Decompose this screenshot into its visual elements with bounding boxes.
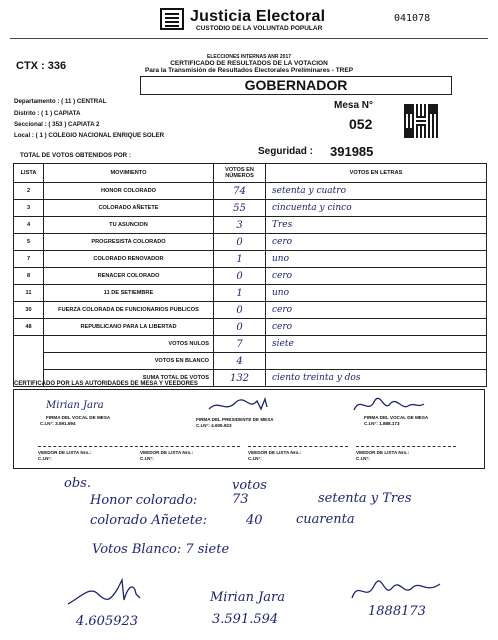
- elections-label: ELECCIONES INTERNAS ANR 2017: [207, 54, 291, 60]
- veedor4-line: [356, 446, 456, 447]
- lista-cell: 11: [14, 285, 44, 302]
- vocal1-ci: C.I.N°: 3.591.594: [40, 421, 76, 426]
- document-number: 041078: [394, 13, 431, 24]
- note-line2-right: cuarenta: [296, 512, 355, 527]
- votos-letras-cell: cincuenta y cinco: [266, 200, 487, 217]
- lista-cell: 2: [14, 183, 44, 200]
- votos-letras-cell: cero: [266, 319, 487, 336]
- lista-cell: 3: [14, 200, 44, 217]
- bottom-sig2-num: 3.591.594: [212, 612, 279, 627]
- header-lista: LISTA: [14, 164, 44, 183]
- movimiento-cell: COLORADO RENOVADOR: [44, 251, 214, 268]
- votos-nulos-label: VOTOS NULOS: [44, 336, 214, 353]
- qr-code-icon: [404, 104, 438, 138]
- presidente-signature-icon: [205, 395, 275, 415]
- header-divider: [10, 38, 488, 39]
- vocal1-role: FIRMA DEL VOCAL DE MESA: [46, 415, 111, 420]
- veedor4-label: VEEDOR DE LISTA Nro.:: [356, 450, 410, 455]
- note-line3: Votos Blanco: 7 siete: [92, 542, 230, 557]
- lista-cell: 7: [14, 251, 44, 268]
- votos-numeros-cell: 1: [214, 251, 266, 268]
- votos-letras-cell: cero: [266, 302, 487, 319]
- table-row: [14, 200, 487, 217]
- table-row: [14, 234, 487, 251]
- note-line1-left: Honor colorado:: [90, 493, 198, 508]
- header-votos-letras: VOTOS EN LETRAS: [266, 164, 487, 183]
- votos-blanco-row: [14, 353, 487, 370]
- veedor3-ci: C.I.N°:: [248, 456, 262, 461]
- movimiento-cell: REPUBLICANO PARA LA LIBERTAD: [44, 319, 214, 336]
- votes-table: [13, 163, 487, 387]
- votos-letras-cell: uno: [266, 285, 487, 302]
- votos-letras-cell: Tres: [266, 217, 487, 234]
- ctx-label: CTX : 336: [16, 60, 67, 72]
- votos-numeros-cell: 0: [214, 234, 266, 251]
- lista-cell: 8: [14, 268, 44, 285]
- table-row: [14, 217, 487, 234]
- bottom-sig1-num: 4.605923: [76, 614, 139, 629]
- bottom-signature1-icon: [64, 576, 154, 610]
- movimiento-cell: HONOR COLORADO: [44, 183, 214, 200]
- mesa-value: 052: [349, 116, 373, 132]
- movimiento-cell: 11 DE SETIEMBRE: [44, 285, 214, 302]
- note-line2-left: colorado Añetete:: [90, 513, 208, 528]
- bottom-sig2-name: Mirian Jara: [210, 590, 286, 605]
- votos-blanco-numeros: 4: [214, 353, 266, 370]
- lista-cell: 48: [14, 319, 44, 336]
- votos-letras-cell: uno: [266, 251, 487, 268]
- veedor3-label: VEEDOR DE LISTA Nro.:: [248, 450, 302, 455]
- table-row: [14, 302, 487, 319]
- table-row: [14, 183, 487, 200]
- table-row: [14, 268, 487, 285]
- lista-cell: 5: [14, 234, 44, 251]
- votos-numeros-cell: 1: [214, 285, 266, 302]
- table-row: [14, 285, 487, 302]
- movimiento-cell: TU ASUNCION: [44, 217, 214, 234]
- votos-numeros-cell: 0: [214, 268, 266, 285]
- vocal2-signature-icon: [350, 394, 430, 416]
- votos-letras-cell: cero: [266, 268, 487, 285]
- total-votos-label: TOTAL DE VOTOS OBTENIDOS POR :: [20, 152, 131, 159]
- votos-letras-cell: cero: [266, 234, 487, 251]
- brand-subtitle: CUSTODIO DE LA VOLUNTAD POPULAR: [196, 25, 323, 32]
- votos-numeros-cell: 0: [214, 319, 266, 336]
- movimiento-cell: RENACER COLORADO: [44, 268, 214, 285]
- votos-nulos-numeros: 7: [214, 336, 266, 353]
- movimiento-cell: COLORADO AÑETETE: [44, 200, 214, 217]
- seguridad-value: 391985: [330, 144, 374, 159]
- veedor3-line: [248, 446, 348, 447]
- votos-nulos-row: [14, 336, 487, 353]
- header-movimiento: MOVIMIENTO: [44, 164, 214, 183]
- veedor2-label: VEEDOR DE LISTA Nro.:: [140, 450, 194, 455]
- seguridad-label: Seguridad :: [258, 146, 314, 157]
- lista-cell: 4: [14, 217, 44, 234]
- spacer: [14, 336, 44, 353]
- votos-letras-cell: setenta y cuatro: [266, 183, 487, 200]
- veedor1-ci: C.I.N°:: [38, 456, 52, 461]
- table-row: [14, 251, 487, 268]
- justicia-electoral-logo-icon: [160, 8, 184, 30]
- mesa-label: Mesa N°: [334, 100, 374, 111]
- note-line1-right: setenta y Tres: [318, 491, 412, 506]
- brand-title: Justicia Electoral: [190, 8, 326, 25]
- movimiento-cell: PROGRESISTA COLORADO: [44, 234, 214, 251]
- suma-total-letras: ciento treinta y dos: [266, 370, 487, 387]
- header-votos-numeros: VOTOS EN NÚMEROS: [214, 164, 266, 183]
- vocal1-signature: Mirian Jara: [46, 400, 104, 411]
- veedor4-ci: C.I.N°:: [356, 456, 370, 461]
- veedor1-label: VEEDOR DE LISTA Nro.:: [38, 450, 92, 455]
- spacer: [14, 353, 44, 370]
- veedor2-ci: C.I.N°:: [140, 456, 154, 461]
- bottom-sig3-num: 1888173: [368, 604, 426, 619]
- votos-numeros-cell: 0: [214, 302, 266, 319]
- votos-numeros-cell: 74: [214, 183, 266, 200]
- votos-numeros-cell: 3: [214, 217, 266, 234]
- signatures-section-title: CERTIFICADO POR LAS AUTORIDADES DE MESA Y VEEDORES: [14, 381, 198, 387]
- votos-blanco-letras: [266, 353, 487, 370]
- transmission-label: Para la Transmisión de Resultados Electorales Preliminares - TREP: [144, 67, 354, 74]
- local: Local : ( 1 ) COLEGIO NACIONAL ENRIQUE SOLER: [14, 132, 165, 139]
- suma-total-numeros: 132: [214, 370, 266, 387]
- office-title: GOBERNADOR: [140, 76, 452, 95]
- votos-word: votos: [232, 478, 267, 493]
- suma-total-label: SUMA TOTAL DE VOTOS: [44, 370, 214, 387]
- certificate-title: CERTIFICADO DE RESULTADOS DE LA VOTACION: [170, 60, 328, 67]
- departamento: Departamento : ( 11 ) CENTRAL: [14, 98, 107, 105]
- votos-nulos-letras: siete: [266, 336, 487, 353]
- veedor2-line: [140, 446, 240, 447]
- bottom-signature3-icon: [348, 576, 448, 604]
- presidente-ci: C.I.N°: 4.605.923: [196, 423, 232, 428]
- veedor1-line: [38, 446, 138, 447]
- vocal2-role: FIRMA DEL VOCAL DE MESA: [364, 415, 429, 420]
- table-header-row: [14, 164, 487, 183]
- presidente-role: FIRMA DEL PRESIDENTE DE MESA: [196, 417, 274, 422]
- movimiento-cell: FUERZA COLORADA DE FUNCIONARIOS PUBLICOS: [44, 302, 214, 319]
- table-row: [14, 319, 487, 336]
- vocal2-ci: C.I.N°: 1.888.173: [364, 421, 400, 426]
- lista-cell: 30: [14, 302, 44, 319]
- seccional: Seccional : ( 353 ) CAPIATA 2: [14, 121, 100, 128]
- note-line1-num: 73: [232, 492, 249, 507]
- votos-blanco-label: VOTOS EN BLANCO: [44, 353, 214, 370]
- note-line2-num: 40: [246, 513, 263, 528]
- votos-numeros-cell: 55: [214, 200, 266, 217]
- distrito: Distrito : ( 1 ) CAPIATA: [14, 110, 81, 117]
- obs-label: obs.: [64, 476, 91, 491]
